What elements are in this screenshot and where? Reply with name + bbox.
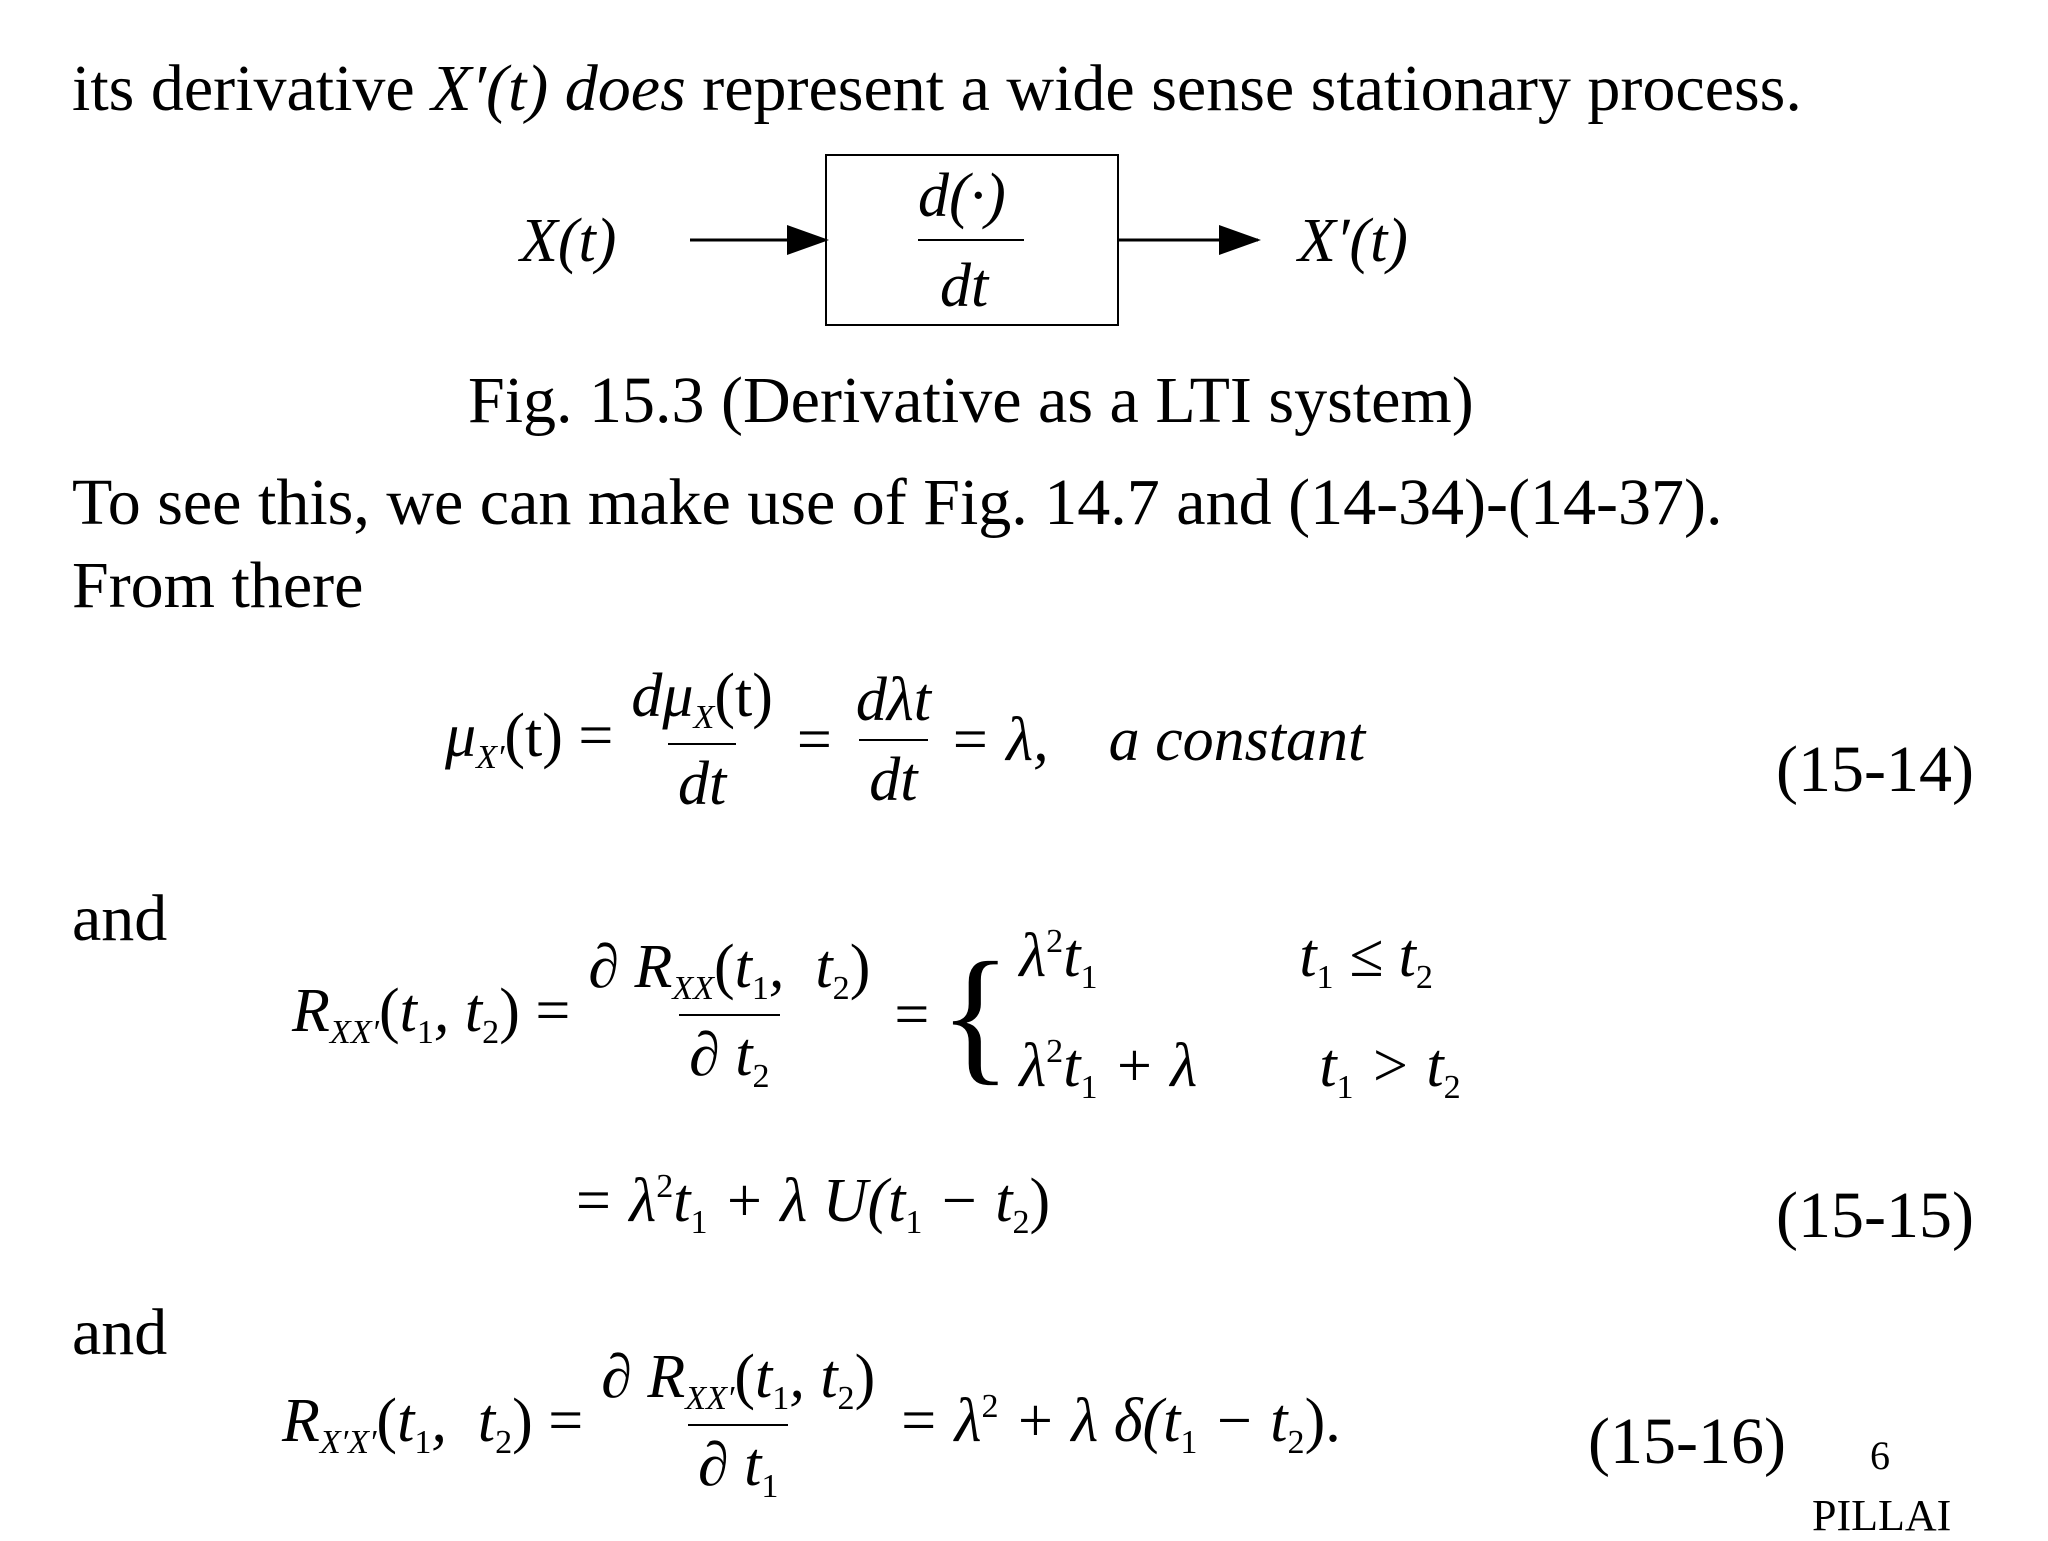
eq3-fraction: $\frac{\partial R_{XX'}(t_1, t_2)}{\partial t_1}$ [601, 1342, 876, 1505]
eq-number-15-15: (15-15) [1776, 1179, 1974, 1252]
eq1-rhs: = λ, [948, 706, 1049, 774]
eq2-case-2: $\lambda^2t_1 + \lambda$ $t_1 > t_2$ [1019, 1032, 1461, 1106]
figure-input-label: X(t) [520, 207, 617, 275]
eq1-note: a constant [1108, 706, 1366, 774]
intro-emph: does [564, 52, 686, 125]
and-label-2: and [72, 1296, 168, 1369]
intro-xprime: X′(t) [431, 52, 549, 125]
eq2-equals: = [894, 981, 930, 1049]
eq1-fraction-2: $\frac{\text{dλt}}{dt}$ [855, 666, 931, 814]
eq3-rhs: = $\lambda^2 + \lambda$ $\delta(t_1 - t_2)$. [897, 1386, 1341, 1461]
eq-number-15-16: (15-16) [1588, 1405, 1786, 1478]
eq1-lhs: $\mu_{X'}(t)$ = [445, 701, 614, 776]
figure-caption: Fig. 15.3 (Derivative as a LTI system) [468, 364, 1474, 437]
equation-15-16 [282, 1340, 1341, 1510]
eq2-cases [1019, 921, 1461, 1106]
eq2-lhs: $R_{XX'}(t_1$, $t_2$) = [292, 976, 571, 1051]
eq2-fraction: $\frac{\partial R_{XX}(t_1, t_2)}{\partial t_2}$ [588, 932, 871, 1095]
paragraph-line-1: To see this, we can make use of Fig. 14.7 and (14-34)-(14-37). [72, 466, 1723, 539]
eq1-fraction-1: $\frac{d\mu_X(t)}{dt}$ [631, 661, 773, 818]
author-label: PILLAI [1812, 1491, 1952, 1540]
eq2-case-1: $\lambda^2t_1$ $t_1 \le t_2$ [1019, 921, 1433, 996]
equation-15-14 [445, 660, 1365, 820]
equation-15-15 [292, 920, 1461, 1110]
eq2-line-2: = $\lambda^2t_1 + \lambda$ $U(t_1 - t_2)$ [572, 1167, 1051, 1241]
eq3-lhs: $R_{X'X'}(t_1$, $t_2$) = [282, 1386, 584, 1461]
paragraph-line-2: From there [72, 549, 364, 622]
eq1-equals: = [796, 706, 832, 774]
eq-number-15-14: (15-14) [1776, 733, 1974, 806]
eq2-cases-brace: { [939, 932, 1012, 1098]
intro-suffix: represent a wide sense stationary process. [685, 52, 1802, 125]
box-numerator: d(·) [918, 162, 1006, 230]
and-label-1: and [72, 882, 168, 955]
box-denominator: dt [940, 252, 989, 320]
figure-output-label: X′(t) [1298, 207, 1408, 275]
intro-prefix: its derivative [72, 52, 432, 125]
page-number: 6 [1870, 1433, 1890, 1478]
